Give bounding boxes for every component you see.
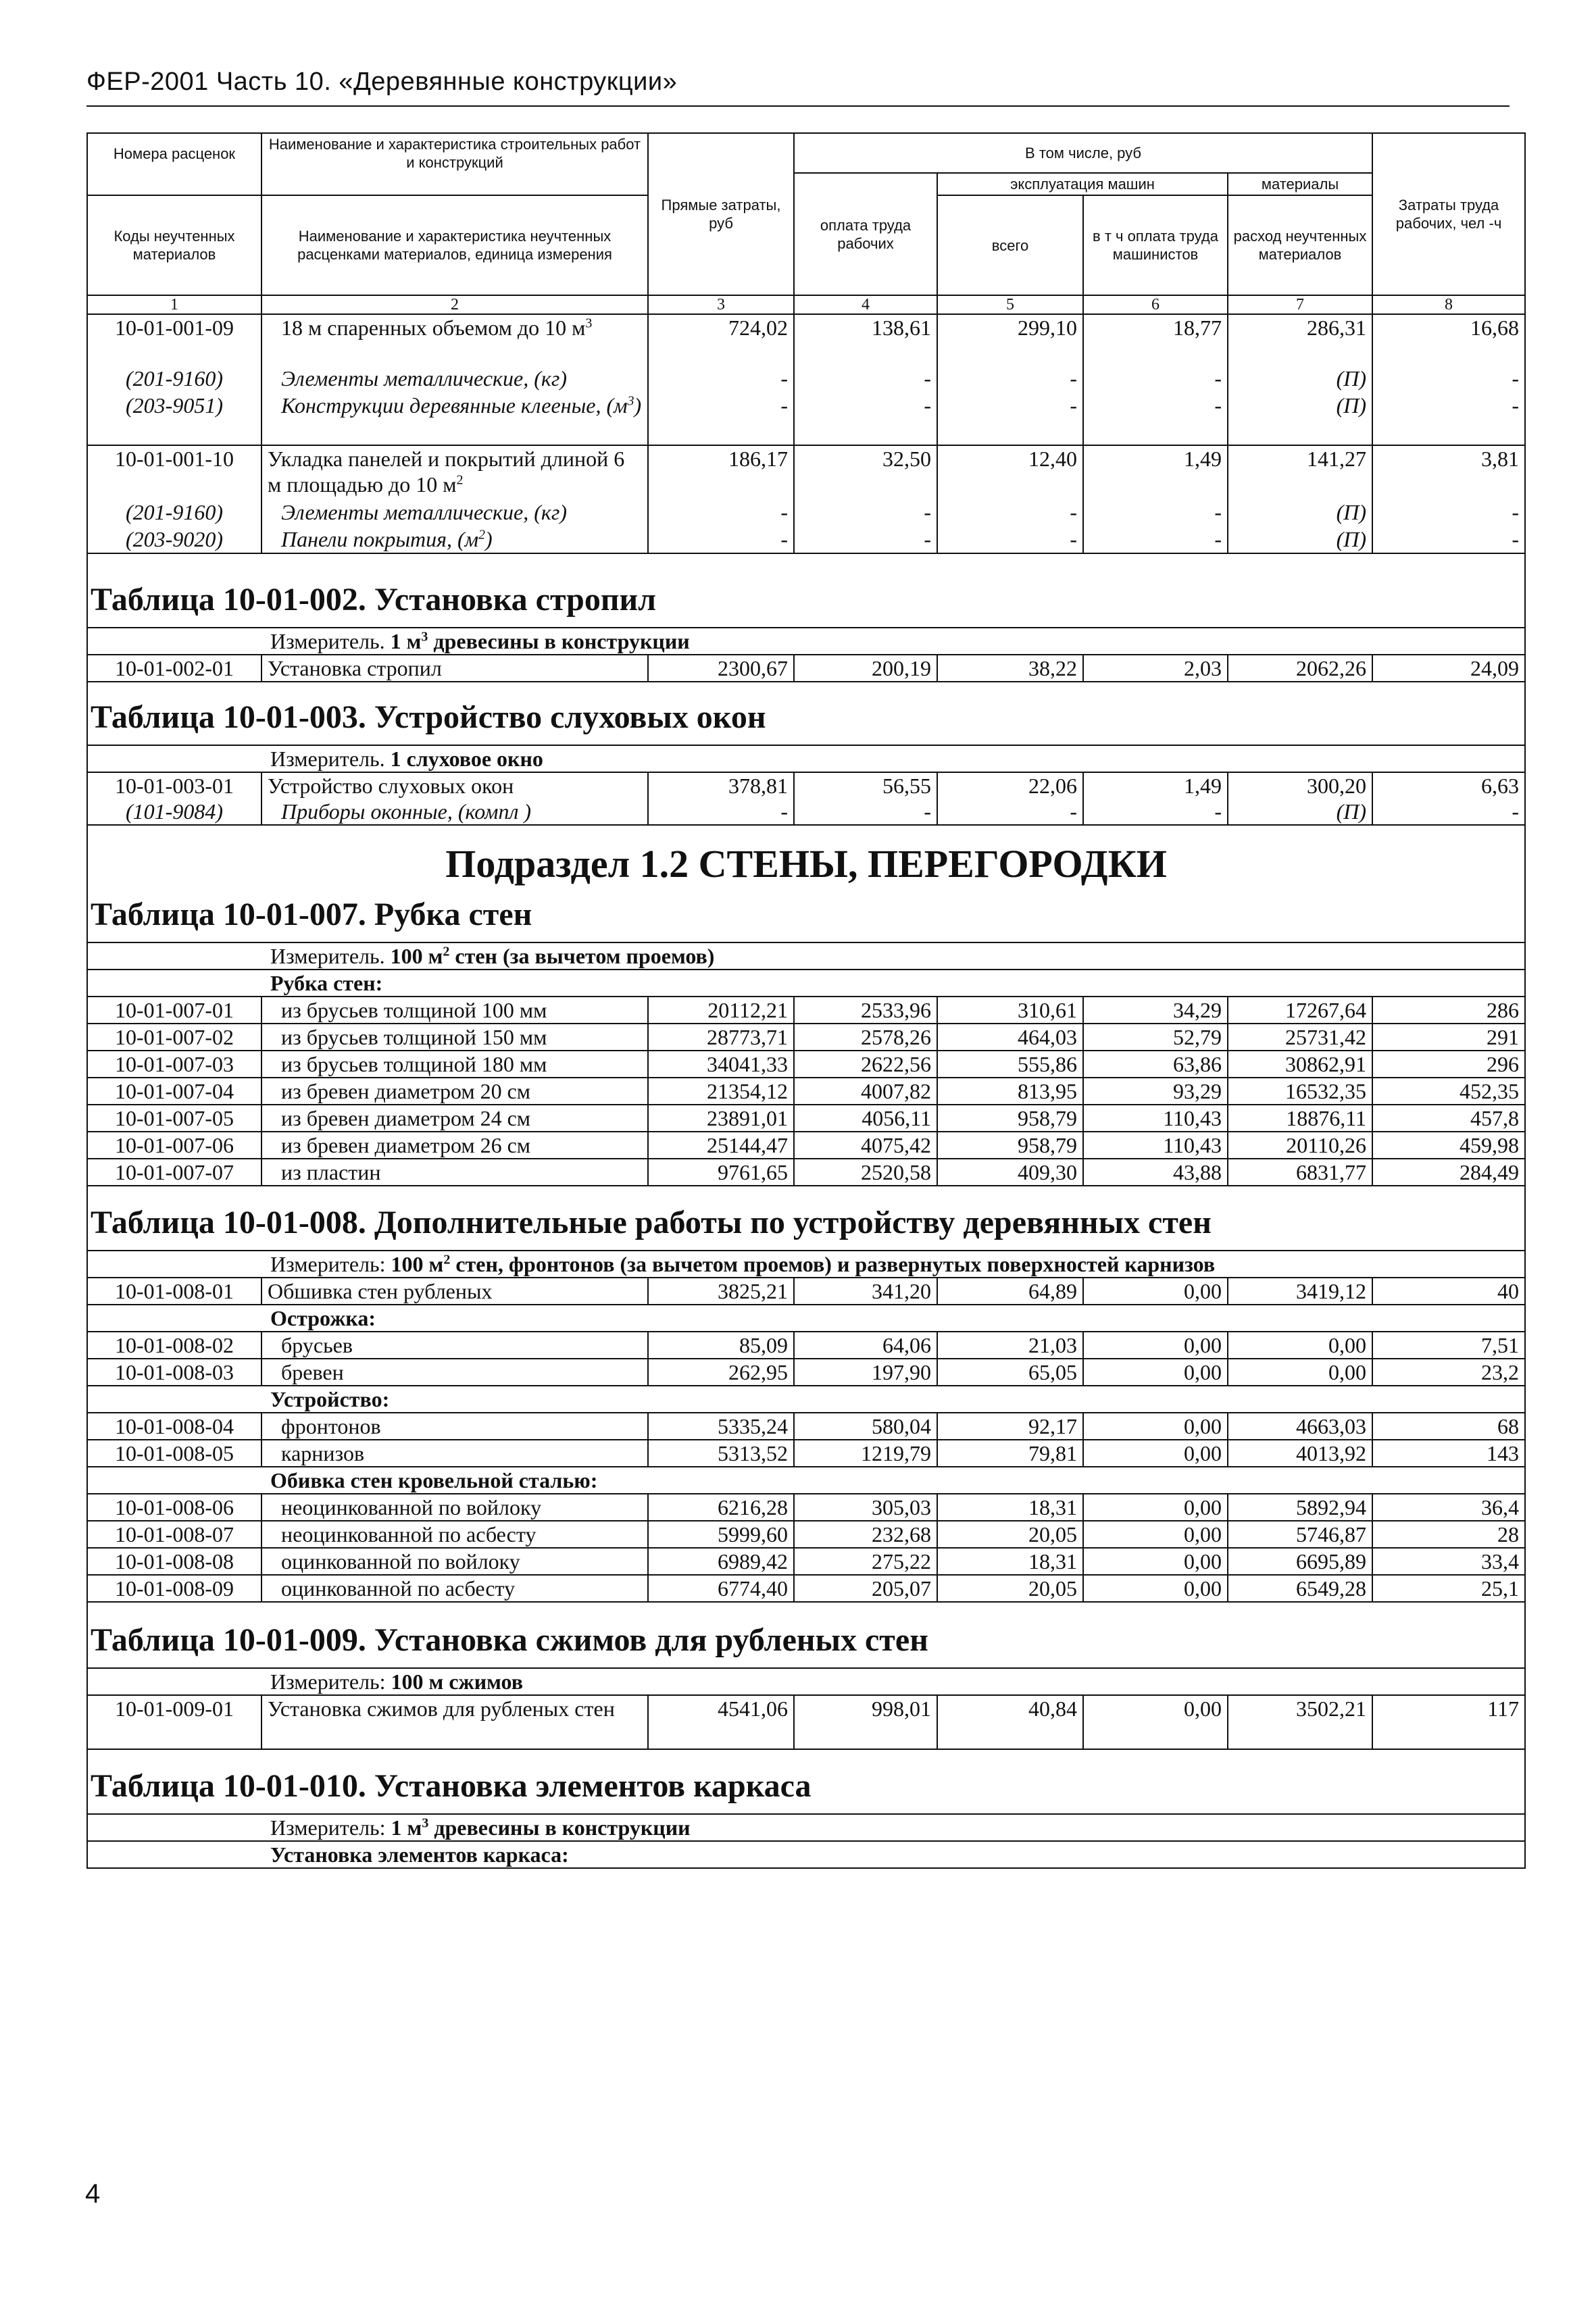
rate-name: бревен bbox=[261, 1359, 648, 1386]
cell-labor: - bbox=[1372, 499, 1525, 526]
cell-machines: 299,10 bbox=[937, 314, 1083, 366]
cell-labor: - bbox=[1372, 366, 1525, 393]
cell-direct-costs: 5313,52 bbox=[648, 1440, 794, 1467]
header-group-materials: материалы bbox=[1228, 173, 1372, 195]
cell-machinist-wages: 110,43 bbox=[1083, 1105, 1228, 1132]
cell-direct-costs: 6216,28 bbox=[648, 1494, 794, 1521]
group-label: Устройство: bbox=[87, 1386, 1525, 1413]
rate-name: 18 м спаренных объемом до 10 $м^3$ bbox=[261, 314, 648, 366]
cell-direct-costs: 25144,47 bbox=[648, 1132, 794, 1159]
rate-name: из пластин bbox=[261, 1159, 648, 1186]
table-row bbox=[87, 1332, 1525, 1359]
rate-name: брусьев bbox=[261, 1332, 648, 1359]
material-code: (201-9160) bbox=[87, 366, 261, 393]
cell-direct-costs: - bbox=[648, 366, 794, 393]
rate-name: Устройство слуховых окон bbox=[261, 772, 648, 799]
header-num: 4 bbox=[794, 295, 937, 314]
rate-name: из брусьев толщиной 100 мм bbox=[261, 997, 648, 1024]
cell-labor: 452,35 bbox=[1372, 1078, 1525, 1105]
cell-machines: - bbox=[937, 526, 1083, 553]
cell-wages: 200,19 bbox=[794, 655, 937, 682]
cell-wages: 4075,42 bbox=[794, 1132, 937, 1159]
cell-materials: 16532,35 bbox=[1228, 1078, 1372, 1105]
cell-machinist-wages: 0,00 bbox=[1083, 1440, 1228, 1467]
header-col5: всего bbox=[937, 195, 1083, 295]
cell-direct-costs: - bbox=[648, 799, 794, 825]
cell-direct-costs: 85,09 bbox=[648, 1332, 794, 1359]
cell-materials: 6549,28 bbox=[1228, 1575, 1372, 1602]
cell-direct-costs: 23891,01 bbox=[648, 1105, 794, 1132]
cell-machinist-wages: - bbox=[1083, 499, 1228, 526]
cell-labor: 24,09 bbox=[1372, 655, 1525, 682]
rate-code: 10-01-007-05 bbox=[87, 1105, 261, 1132]
material-code: (203-9020) bbox=[87, 526, 261, 553]
table-row bbox=[87, 1024, 1525, 1051]
cell-machinist-wages: 34,29 bbox=[1083, 997, 1228, 1024]
cell-machines: 38,22 bbox=[937, 655, 1083, 682]
cell-labor: - bbox=[1372, 526, 1525, 553]
cell-machines: 12,40 bbox=[937, 445, 1083, 499]
meter-line: Измеритель. 1 слуховое окно bbox=[87, 745, 1525, 772]
rate-code: 10-01-007-03 bbox=[87, 1051, 261, 1078]
table-title: Таблица 10-01-003. Устройство слуховых окон bbox=[87, 682, 1525, 745]
cell-machines: 40,84 bbox=[937, 1695, 1083, 1749]
rates-table bbox=[86, 132, 1526, 1869]
meter-line: Измеритель: 1 $м^3$ древесины в конструкции bbox=[87, 1814, 1525, 1841]
cell-machinist-wages: 0,00 bbox=[1083, 1548, 1228, 1575]
table-row bbox=[87, 772, 1525, 799]
table-row bbox=[87, 1521, 1525, 1548]
cell-machines: 18,31 bbox=[937, 1548, 1083, 1575]
cell-direct-costs: 5335,24 bbox=[648, 1413, 794, 1440]
table-row bbox=[87, 997, 1525, 1024]
cell-materials: 0,00 bbox=[1228, 1332, 1372, 1359]
cell-machinist-wages: 1,49 bbox=[1083, 445, 1228, 499]
rate-code: 10-01-007-06 bbox=[87, 1132, 261, 1159]
cell-labor: 7,51 bbox=[1372, 1332, 1525, 1359]
header-num: 2 bbox=[261, 295, 648, 314]
rate-name: Установка сжимов для рубленых стен bbox=[261, 1695, 648, 1749]
page-header-title: ФЕР-2001 Часть 10. «Деревянные конструкции» bbox=[86, 68, 678, 96]
table-row bbox=[87, 499, 1525, 526]
header-col8: Затраты труда рабочих, чел -ч bbox=[1372, 133, 1525, 295]
table-row bbox=[87, 1359, 1525, 1386]
header-num: 6 bbox=[1083, 295, 1228, 314]
cell-machinist-wages: 110,43 bbox=[1083, 1132, 1228, 1159]
group-label: Острожка: bbox=[87, 1305, 1525, 1332]
table-row bbox=[87, 1159, 1525, 1186]
cell-labor: 28 bbox=[1372, 1521, 1525, 1548]
cell-labor: 6,63 bbox=[1372, 772, 1525, 799]
cell-direct-costs: 262,95 bbox=[648, 1359, 794, 1386]
rate-code: 10-01-001-09 bbox=[87, 314, 261, 366]
cell-machinist-wages: 43,88 bbox=[1083, 1159, 1228, 1186]
material-name: Элементы металлические, (кг) bbox=[261, 366, 648, 393]
cell-direct-costs: 378,81 bbox=[648, 772, 794, 799]
cell-labor: 3,81 bbox=[1372, 445, 1525, 499]
cell-direct-costs: 34041,33 bbox=[648, 1051, 794, 1078]
header-col6: в т ч оплата труда машинистов bbox=[1083, 195, 1228, 295]
cell-machinist-wages: - bbox=[1083, 526, 1228, 553]
rate-name: Укладка панелей и покрытий длиной 6 м площадью до 10 $м^2$ bbox=[261, 445, 648, 499]
rate-code: 10-01-008-09 bbox=[87, 1575, 261, 1602]
material-code: (203-9051) bbox=[87, 393, 261, 445]
cell-wages: 232,68 bbox=[794, 1521, 937, 1548]
cell-materials: 3419,12 bbox=[1228, 1278, 1372, 1305]
cell-materials: 0,00 bbox=[1228, 1359, 1372, 1386]
cell-materials: 20110,26 bbox=[1228, 1132, 1372, 1159]
cell-wages: 580,04 bbox=[794, 1413, 937, 1440]
rate-code: 10-01-007-07 bbox=[87, 1159, 261, 1186]
cell-direct-costs: 2300,67 bbox=[648, 655, 794, 682]
rate-code: 10-01-007-01 bbox=[87, 997, 261, 1024]
page-number: 4 bbox=[85, 2179, 101, 2209]
cell-labor: 16,68 bbox=[1372, 314, 1525, 366]
header-col2-top: Наименование и характеристика строительных работ и конструкций bbox=[261, 133, 648, 173]
header-col3: Прямые затраты, руб bbox=[648, 133, 794, 295]
rate-name: из бревен диаметром 26 см bbox=[261, 1132, 648, 1159]
cell-wages: 341,20 bbox=[794, 1278, 937, 1305]
cell-labor: 457,8 bbox=[1372, 1105, 1525, 1132]
rate-code: 10-01-008-05 bbox=[87, 1440, 261, 1467]
cell-materials: 18876,11 bbox=[1228, 1105, 1372, 1132]
cell-materials: 17267,64 bbox=[1228, 997, 1372, 1024]
cell-labor: - bbox=[1372, 799, 1525, 825]
cell-direct-costs: 3825,21 bbox=[648, 1278, 794, 1305]
cell-machinist-wages: - bbox=[1083, 366, 1228, 393]
rate-code: 10-01-008-03 bbox=[87, 1359, 261, 1386]
rate-code: 10-01-008-04 bbox=[87, 1413, 261, 1440]
material-name: Панели покрытия, $(м^2)$ bbox=[261, 526, 648, 553]
rate-name: из брусьев толщиной 180 мм bbox=[261, 1051, 648, 1078]
table-row bbox=[87, 1132, 1525, 1159]
cell-wages: 197,90 bbox=[794, 1359, 937, 1386]
cell-materials: (П) bbox=[1228, 393, 1372, 445]
meter-line: Измеритель: 100 $м^2$ стен, фронтонов (за вычетом проемов) и развернутых поверхностей карнизов bbox=[87, 1251, 1525, 1278]
cell-materials: 6831,77 bbox=[1228, 1159, 1372, 1186]
cell-machines: 92,17 bbox=[937, 1413, 1083, 1440]
cell-wages: 305,03 bbox=[794, 1494, 937, 1521]
cell-machines: 20,05 bbox=[937, 1521, 1083, 1548]
cell-labor: 291 bbox=[1372, 1024, 1525, 1051]
header-col2-bottom: Наименование и характеристика неучтенных расценками материалов, единица измерения bbox=[261, 195, 648, 295]
rate-code: 10-01-009-01 bbox=[87, 1695, 261, 1749]
cell-labor: - bbox=[1372, 393, 1525, 445]
cell-machinist-wages: 1,49 bbox=[1083, 772, 1228, 799]
header-num: 8 bbox=[1372, 295, 1525, 314]
cell-direct-costs: 5999,60 bbox=[648, 1521, 794, 1548]
header-rule bbox=[86, 105, 1510, 107]
rate-code: 10-01-007-02 bbox=[87, 1024, 261, 1051]
header-col1-top: Номера расценок bbox=[87, 133, 261, 173]
table-row bbox=[87, 655, 1525, 682]
cell-machines: 20,05 bbox=[937, 1575, 1083, 1602]
rate-code: 10-01-002-01 bbox=[87, 655, 261, 682]
table-row bbox=[87, 1278, 1525, 1305]
cell-wages: 1219,79 bbox=[794, 1440, 937, 1467]
group-label: Рубка стен: bbox=[87, 970, 1525, 997]
cell-direct-costs: - bbox=[648, 393, 794, 445]
cell-materials: 4663,03 bbox=[1228, 1413, 1372, 1440]
cell-machinist-wages: 52,79 bbox=[1083, 1024, 1228, 1051]
rate-name: из бревен диаметром 20 см bbox=[261, 1078, 648, 1105]
cell-machinist-wages: 0,00 bbox=[1083, 1695, 1228, 1749]
cell-machinist-wages: 93,29 bbox=[1083, 1078, 1228, 1105]
table-row bbox=[87, 366, 1525, 393]
cell-direct-costs: - bbox=[648, 499, 794, 526]
cell-machines: 409,30 bbox=[937, 1159, 1083, 1186]
cell-wages: 138,61 bbox=[794, 314, 937, 366]
rate-code: 10-01-008-08 bbox=[87, 1548, 261, 1575]
table-row bbox=[87, 1105, 1525, 1132]
rate-name: Обшивка стен рубленых bbox=[261, 1278, 648, 1305]
header-group-total: В том числе, руб bbox=[794, 133, 1372, 173]
cell-materials: (П) bbox=[1228, 799, 1372, 825]
table-row bbox=[87, 1440, 1525, 1467]
cell-labor: 284,49 bbox=[1372, 1159, 1525, 1186]
cell-machines: - bbox=[937, 499, 1083, 526]
cell-machines: 813,95 bbox=[937, 1078, 1083, 1105]
cell-machines: 18,31 bbox=[937, 1494, 1083, 1521]
cell-labor: 33,4 bbox=[1372, 1548, 1525, 1575]
cell-materials: 5892,94 bbox=[1228, 1494, 1372, 1521]
cell-machines: 79,81 bbox=[937, 1440, 1083, 1467]
rate-name: неоцинкованной по войлоку bbox=[261, 1494, 648, 1521]
meter-line: Измеритель: 100 м сжимов bbox=[87, 1668, 1525, 1695]
cell-direct-costs: - bbox=[648, 526, 794, 553]
cell-machinist-wages: 0,00 bbox=[1083, 1332, 1228, 1359]
cell-wages: 56,55 bbox=[794, 772, 937, 799]
table-title: Таблица 10-01-008. Дополнительные работы по устройству деревянных стен bbox=[87, 1186, 1525, 1251]
cell-materials: 30862,91 bbox=[1228, 1051, 1372, 1078]
cell-wages: 32,50 bbox=[794, 445, 937, 499]
table-row bbox=[87, 445, 1525, 499]
table-row bbox=[87, 1575, 1525, 1602]
cell-machinist-wages: 0,00 bbox=[1083, 1278, 1228, 1305]
rate-name: Установка стропил bbox=[261, 655, 648, 682]
cell-labor: 23,2 bbox=[1372, 1359, 1525, 1386]
rate-name: оцинкованной по войлоку bbox=[261, 1548, 648, 1575]
rate-code: 10-01-001-10 bbox=[87, 445, 261, 499]
cell-machines: 464,03 bbox=[937, 1024, 1083, 1051]
cell-materials: (П) bbox=[1228, 526, 1372, 553]
cell-machines: 64,89 bbox=[937, 1278, 1083, 1305]
cell-wages: 2533,96 bbox=[794, 997, 937, 1024]
cell-materials: 4013,92 bbox=[1228, 1440, 1372, 1467]
cell-machinist-wages: - bbox=[1083, 393, 1228, 445]
cell-wages: - bbox=[794, 366, 937, 393]
cell-wages: - bbox=[794, 393, 937, 445]
rate-name: оцинкованной по асбесту bbox=[261, 1575, 648, 1602]
cell-machinist-wages: 0,00 bbox=[1083, 1575, 1228, 1602]
table-row bbox=[87, 1494, 1525, 1521]
table-row bbox=[87, 1078, 1525, 1105]
cell-wages: 2520,58 bbox=[794, 1159, 937, 1186]
cell-materials: 141,27 bbox=[1228, 445, 1372, 499]
meter-line: Измеритель. 1 $м^3$ древесины в конструкции bbox=[87, 628, 1525, 655]
cell-labor: 40 bbox=[1372, 1278, 1525, 1305]
cell-labor: 296 bbox=[1372, 1051, 1525, 1078]
cell-labor: 36,4 bbox=[1372, 1494, 1525, 1521]
table-title: Таблица 10-01-002. Установка стропил bbox=[87, 553, 1525, 628]
cell-materials: 5746,87 bbox=[1228, 1521, 1372, 1548]
cell-wages: 998,01 bbox=[794, 1695, 937, 1749]
cell-materials: 3502,21 bbox=[1228, 1695, 1372, 1749]
cell-wages: - bbox=[794, 526, 937, 553]
table-row bbox=[87, 393, 1525, 445]
cell-direct-costs: 28773,71 bbox=[648, 1024, 794, 1051]
cell-machines: 65,05 bbox=[937, 1359, 1083, 1386]
cell-labor: 25,1 bbox=[1372, 1575, 1525, 1602]
cell-wages: - bbox=[794, 799, 937, 825]
cell-machines: 21,03 bbox=[937, 1332, 1083, 1359]
table-row bbox=[87, 1695, 1525, 1749]
rate-code: 10-01-007-04 bbox=[87, 1078, 261, 1105]
cell-machines: - bbox=[937, 393, 1083, 445]
header-num: 3 bbox=[648, 295, 794, 314]
rate-code: 10-01-008-01 bbox=[87, 1278, 261, 1305]
header-num: 5 bbox=[937, 295, 1083, 314]
cell-machinist-wages: 63,86 bbox=[1083, 1051, 1228, 1078]
rate-code: 10-01-003-01 bbox=[87, 772, 261, 799]
cell-direct-costs: 6989,42 bbox=[648, 1548, 794, 1575]
cell-wages: 205,07 bbox=[794, 1575, 937, 1602]
table-title: Таблица 10-01-009. Установка сжимов для рубленых стен bbox=[87, 1602, 1525, 1668]
cell-direct-costs: 724,02 bbox=[648, 314, 794, 366]
cell-machinist-wages: 0,00 bbox=[1083, 1521, 1228, 1548]
cell-machines: 555,86 bbox=[937, 1051, 1083, 1078]
cell-labor: 459,98 bbox=[1372, 1132, 1525, 1159]
cell-materials: 2062,26 bbox=[1228, 655, 1372, 682]
cell-wages: 2578,26 bbox=[794, 1024, 937, 1051]
material-code: (101-9084) bbox=[87, 799, 261, 825]
rate-name: фронтонов bbox=[261, 1413, 648, 1440]
cell-materials: (П) bbox=[1228, 366, 1372, 393]
cell-machinist-wages: 0,00 bbox=[1083, 1359, 1228, 1386]
rates-table-frame bbox=[86, 132, 1524, 2164]
cell-wages: 2622,56 bbox=[794, 1051, 937, 1078]
table-row bbox=[87, 526, 1525, 553]
cell-labor: 117 bbox=[1372, 1695, 1525, 1749]
material-code: (201-9160) bbox=[87, 499, 261, 526]
table-row bbox=[87, 799, 1525, 825]
cell-machines: 310,61 bbox=[937, 997, 1083, 1024]
material-name: Приборы оконные, (компл ) bbox=[261, 799, 648, 825]
cell-direct-costs: 186,17 bbox=[648, 445, 794, 499]
table-title: Таблица 10-01-010. Установка элементов каркаса bbox=[87, 1749, 1525, 1814]
table-row bbox=[87, 1548, 1525, 1575]
header-num: 1 bbox=[87, 295, 261, 314]
cell-machines: - bbox=[937, 799, 1083, 825]
cell-machines: 958,79 bbox=[937, 1132, 1083, 1159]
table-row bbox=[87, 314, 1525, 366]
material-name: Элементы металлические, (кг) bbox=[261, 499, 648, 526]
cell-labor: 143 bbox=[1372, 1440, 1525, 1467]
cell-materials: 300,20 bbox=[1228, 772, 1372, 799]
cell-wages: 4007,82 bbox=[794, 1078, 937, 1105]
group-label: Обивка стен кровельной сталью: bbox=[87, 1467, 1525, 1494]
cell-machines: 22,06 bbox=[937, 772, 1083, 799]
header-group-machines: эксплуатация машин bbox=[937, 173, 1228, 195]
cell-direct-costs: 20112,21 bbox=[648, 997, 794, 1024]
meter-line: Измеритель. 100 $м^2$ стен (за вычетом проемов) bbox=[87, 942, 1525, 970]
cell-materials: 25731,42 bbox=[1228, 1024, 1372, 1051]
cell-direct-costs: 9761,65 bbox=[648, 1159, 794, 1186]
cell-machinist-wages: 0,00 bbox=[1083, 1494, 1228, 1521]
cell-direct-costs: 6774,40 bbox=[648, 1575, 794, 1602]
header-num: 7 bbox=[1228, 295, 1372, 314]
cell-direct-costs: 21354,12 bbox=[648, 1078, 794, 1105]
group-label: Установка элементов каркаса: bbox=[87, 1841, 1525, 1868]
cell-machinist-wages: 0,00 bbox=[1083, 1413, 1228, 1440]
cell-materials: (П) bbox=[1228, 499, 1372, 526]
cell-labor: 68 bbox=[1372, 1413, 1525, 1440]
rate-code: 10-01-008-07 bbox=[87, 1521, 261, 1548]
cell-wages: 275,22 bbox=[794, 1548, 937, 1575]
table-row bbox=[87, 1051, 1525, 1078]
cell-machinist-wages: 2,03 bbox=[1083, 655, 1228, 682]
header-col7: расход неучтенных материалов bbox=[1228, 195, 1372, 295]
cell-machinist-wages: - bbox=[1083, 799, 1228, 825]
cell-machines: 958,79 bbox=[937, 1105, 1083, 1132]
rate-name: карнизов bbox=[261, 1440, 648, 1467]
cell-wages: 64,06 bbox=[794, 1332, 937, 1359]
cell-direct-costs: 4541,06 bbox=[648, 1695, 794, 1749]
material-name: Конструкции деревянные клееные, $(м^3)$ bbox=[261, 393, 648, 445]
rate-name: из брусьев толщиной 150 мм bbox=[261, 1024, 648, 1051]
table-row bbox=[87, 1413, 1525, 1440]
subsection-title: Подраздел 1.2 СТЕНЫ, ПЕРЕГОРОДКИ bbox=[87, 825, 1525, 889]
cell-materials: 6695,89 bbox=[1228, 1548, 1372, 1575]
cell-wages: - bbox=[794, 499, 937, 526]
cell-labor: 286 bbox=[1372, 997, 1525, 1024]
rate-code: 10-01-008-02 bbox=[87, 1332, 261, 1359]
header-col1-bottom: Коды неучтенных материалов bbox=[87, 195, 261, 295]
cell-wages: 4056,11 bbox=[794, 1105, 937, 1132]
header-col4: оплата труда рабочих bbox=[794, 173, 937, 295]
rate-name: из бревен диаметром 24 см bbox=[261, 1105, 648, 1132]
rate-code: 10-01-008-06 bbox=[87, 1494, 261, 1521]
cell-machines: - bbox=[937, 366, 1083, 393]
cell-materials: 286,31 bbox=[1228, 314, 1372, 366]
rate-name: неоцинкованной по асбесту bbox=[261, 1521, 648, 1548]
cell-machinist-wages: 18,77 bbox=[1083, 314, 1228, 366]
table-title: Таблица 10-01-007. Рубка стен bbox=[87, 889, 1525, 942]
